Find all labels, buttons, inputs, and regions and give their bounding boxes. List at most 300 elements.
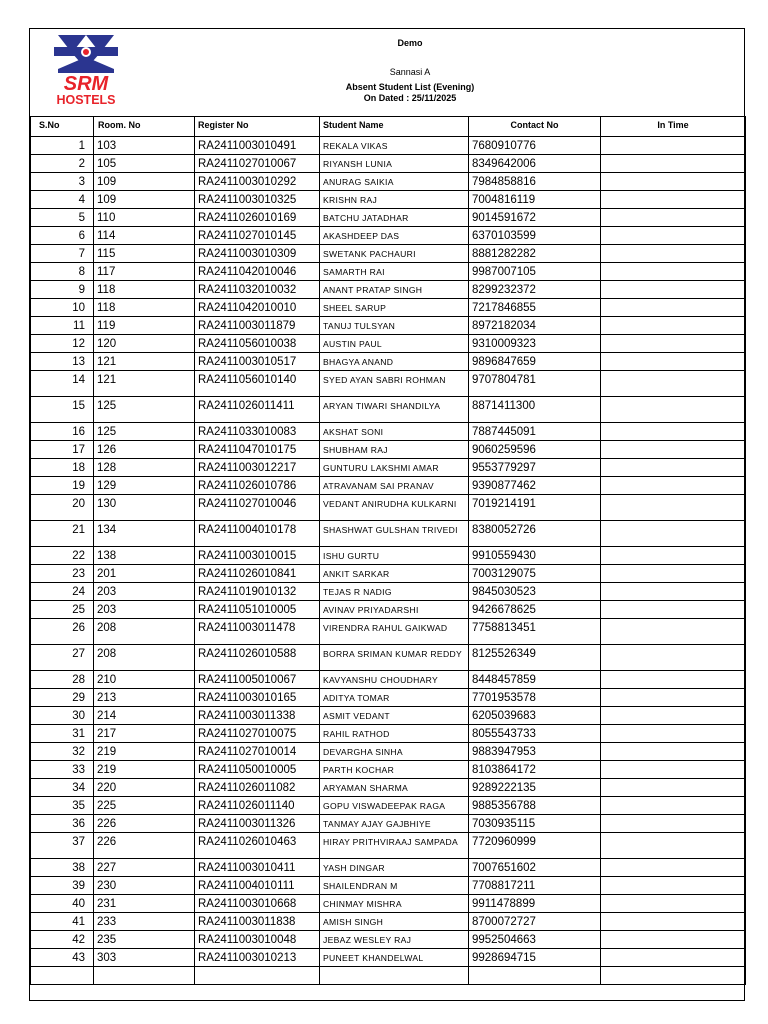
cell-intime (601, 547, 746, 565)
cell-room: 201 (94, 565, 195, 583)
absent-list-sheet (29, 28, 745, 1001)
cell-room: 225 (94, 797, 195, 815)
cell-sno: 24 (31, 583, 94, 601)
table-row (31, 227, 746, 245)
cell-contact: 7030935115 (469, 815, 601, 833)
cell-intime (601, 459, 746, 477)
logo-text-hostels: HOSTELS (56, 93, 116, 107)
cell-sno: 25 (31, 601, 94, 619)
cell-sno: 19 (31, 477, 94, 495)
cell-name: PARTH KOCHAR (320, 761, 469, 779)
cell-name: ARYAMAN SHARMA (320, 779, 469, 797)
cell-register: RA2411032010032 (195, 281, 320, 299)
table-row (31, 335, 746, 353)
cell-sno: 4 (31, 191, 94, 209)
cell-contact: 8125526349 (469, 645, 601, 671)
cell-sno: 33 (31, 761, 94, 779)
cell-contact: 9952504663 (469, 931, 601, 949)
cell-intime (601, 743, 746, 761)
cell-room: 118 (94, 281, 195, 299)
cell-intime (601, 155, 746, 173)
cell-name: KRISHN RAJ (320, 191, 469, 209)
cell-intime (601, 725, 746, 743)
cell-intime (601, 931, 746, 949)
cell-intime (601, 173, 746, 191)
cell-sno: 32 (31, 743, 94, 761)
table-row (31, 689, 746, 707)
cell-intime (601, 583, 746, 601)
cell-name: BORRA SRIMAN KUMAR REDDY (320, 645, 469, 671)
cell-name: HIRAY PRITHVIRAAJ SAMPADA (320, 833, 469, 859)
col-header-contact: Contact No (469, 117, 601, 137)
col-header-room: Room. No (94, 117, 195, 137)
cell-intime (601, 859, 746, 877)
cell-room: 125 (94, 397, 195, 423)
cell-sno: 26 (31, 619, 94, 645)
cell-name: ANURAG SAIKIA (320, 173, 469, 191)
cell-register: RA2411026010463 (195, 833, 320, 859)
cell-intime (601, 877, 746, 895)
cell-room: 103 (94, 137, 195, 155)
cell-contact: 8448457859 (469, 671, 601, 689)
cell-register: RA2411026011411 (195, 397, 320, 423)
table-row (31, 779, 746, 797)
cell-name: REKALA VIKAS (320, 137, 469, 155)
cell-room: 208 (94, 645, 195, 671)
cell-contact: 9707804781 (469, 371, 601, 397)
table-row (31, 601, 746, 619)
cell-sno: 3 (31, 173, 94, 191)
cell-intime (601, 707, 746, 725)
cell-sno: 12 (31, 335, 94, 353)
cell-name: SHAILENDRAN M (320, 877, 469, 895)
cell-contact: 7217846855 (469, 299, 601, 317)
cell-intime (601, 353, 746, 371)
cell-room: 109 (94, 191, 195, 209)
table-row (31, 895, 746, 913)
cell-register: RA2411003012217 (195, 459, 320, 477)
cell-sno: 1 (31, 137, 94, 155)
cell-register: RA2411019010132 (195, 583, 320, 601)
cell-contact: 7984858816 (469, 173, 601, 191)
cell-room: 219 (94, 761, 195, 779)
cell-sno: 11 (31, 317, 94, 335)
cell-room: 121 (94, 371, 195, 397)
cell-sno: 8 (31, 263, 94, 281)
cell-room: 105 (94, 155, 195, 173)
cell-room: 109 (94, 173, 195, 191)
cell-intime (601, 371, 746, 397)
table-row (31, 645, 746, 671)
cell-room: 226 (94, 815, 195, 833)
cell-name: BATCHU JATADHAR (320, 209, 469, 227)
cell-contact: 9928694715 (469, 949, 601, 967)
table-row (31, 423, 746, 441)
cell-name: SYED AYAN SABRI ROHMAN (320, 371, 469, 397)
table-row (31, 317, 746, 335)
document-title: Absent Student List (Evening) (345, 82, 475, 92)
cell-sno: 20 (31, 495, 94, 521)
cell-sno: 34 (31, 779, 94, 797)
cell-sno: 21 (31, 521, 94, 547)
cell-register: RA2411003010517 (195, 353, 320, 371)
cell-name: AKSHAT SONI (320, 423, 469, 441)
cell-room: 203 (94, 601, 195, 619)
table-row (31, 245, 746, 263)
cell-empty (94, 967, 195, 985)
cell-name: ASMIT VEDANT (320, 707, 469, 725)
table-row (31, 547, 746, 565)
cell-register: RA2411003010668 (195, 895, 320, 913)
cell-room: 118 (94, 299, 195, 317)
cell-sno: 5 (31, 209, 94, 227)
cell-register: RA2411033010083 (195, 423, 320, 441)
cell-name: CHINMAY MISHRA (320, 895, 469, 913)
cell-room: 208 (94, 619, 195, 645)
table-row (31, 877, 746, 895)
cell-contact: 9310009323 (469, 335, 601, 353)
cell-register: RA2411003010411 (195, 859, 320, 877)
cell-register: RA2411047010175 (195, 441, 320, 459)
cell-contact: 7758813451 (469, 619, 601, 645)
cell-sno: 9 (31, 281, 94, 299)
cell-sno: 23 (31, 565, 94, 583)
cell-sno: 15 (31, 397, 94, 423)
cell-register: RA2411056010038 (195, 335, 320, 353)
cell-name: TANUJ TULSYAN (320, 317, 469, 335)
cell-register: RA2411042010046 (195, 263, 320, 281)
table-row (31, 583, 746, 601)
cell-name: SWETANK PACHAURI (320, 245, 469, 263)
cell-register: RA2411026011140 (195, 797, 320, 815)
cell-name: ISHU GURTU (320, 547, 469, 565)
cell-register: RA2411027010046 (195, 495, 320, 521)
cell-intime (601, 397, 746, 423)
cell-name: RIYANSH LUNIA (320, 155, 469, 173)
cell-name: TANMAY AJAY GAJBHIYE (320, 815, 469, 833)
cell-register: RA2411004010178 (195, 521, 320, 547)
cell-room: 230 (94, 877, 195, 895)
document-date: On Dated : 25/11/2025 (363, 93, 457, 103)
cell-contact: 9896847659 (469, 353, 601, 371)
cell-intime (601, 441, 746, 459)
table-row (31, 459, 746, 477)
table-row (31, 859, 746, 877)
table-row (31, 521, 746, 547)
cell-intime (601, 137, 746, 155)
table-row (31, 931, 746, 949)
cell-name: ADITYA TOMAR (320, 689, 469, 707)
cell-register: RA2411003011338 (195, 707, 320, 725)
cell-name: VEDANT ANIRUDHA KULKARNI (320, 495, 469, 521)
cell-register: RA2411003011879 (195, 317, 320, 335)
cell-register: RA2411026011082 (195, 779, 320, 797)
cell-contact: 8700072727 (469, 913, 601, 931)
cell-sno: 6 (31, 227, 94, 245)
cell-intime (601, 779, 746, 797)
cell-register: RA2411026010841 (195, 565, 320, 583)
cell-sno: 30 (31, 707, 94, 725)
table-row (31, 761, 746, 779)
table-row (31, 495, 746, 521)
table-row (31, 949, 746, 967)
table-row (31, 913, 746, 931)
cell-intime (601, 671, 746, 689)
cell-contact: 9426678625 (469, 601, 601, 619)
cell-empty (601, 967, 746, 985)
cell-name: JEBAZ WESLEY RAJ (320, 931, 469, 949)
cell-room: 231 (94, 895, 195, 913)
cell-sno: 22 (31, 547, 94, 565)
cell-name: SHEEL SARUP (320, 299, 469, 317)
cell-register: RA2411003011478 (195, 619, 320, 645)
cell-name: BHAGYA ANAND (320, 353, 469, 371)
table-row (31, 263, 746, 281)
cell-register: RA2411027010145 (195, 227, 320, 245)
cell-intime (601, 949, 746, 967)
cell-room: 121 (94, 353, 195, 371)
cell-contact: 8349642006 (469, 155, 601, 173)
table-row (31, 797, 746, 815)
cell-contact: 7887445091 (469, 423, 601, 441)
cell-name: AKASHDEEP DAS (320, 227, 469, 245)
cell-intime (601, 601, 746, 619)
cell-room: 126 (94, 441, 195, 459)
cell-room: 115 (94, 245, 195, 263)
cell-sno: 10 (31, 299, 94, 317)
cell-room: 119 (94, 317, 195, 335)
cell-contact: 9911478899 (469, 895, 601, 913)
cell-sno: 43 (31, 949, 94, 967)
cell-intime (601, 689, 746, 707)
cell-name: ANANT PRATAP SINGH (320, 281, 469, 299)
cell-empty (31, 967, 94, 985)
cell-room: 125 (94, 423, 195, 441)
table-row (31, 371, 746, 397)
table-row-empty (31, 967, 746, 985)
cell-intime (601, 521, 746, 547)
cell-sno: 27 (31, 645, 94, 671)
table-row (31, 281, 746, 299)
cell-register: RA2411003010491 (195, 137, 320, 155)
cell-contact: 8055543733 (469, 725, 601, 743)
cell-sno: 13 (31, 353, 94, 371)
table-row (31, 833, 746, 859)
table-header-row (31, 117, 746, 137)
cell-room: 235 (94, 931, 195, 949)
cell-name: SHUBHAM RAJ (320, 441, 469, 459)
cell-intime (601, 645, 746, 671)
cell-intime (601, 191, 746, 209)
cell-contact: 7680910776 (469, 137, 601, 155)
cell-register: RA2411003010015 (195, 547, 320, 565)
cell-name: ATRAVANAM SAI PRANAV (320, 477, 469, 495)
cell-intime (601, 913, 746, 931)
cell-name: PUNEET KHANDELWAL (320, 949, 469, 967)
table-row (31, 671, 746, 689)
cell-register: RA2411003010048 (195, 931, 320, 949)
srm-hostels-logo (36, 33, 136, 107)
cell-sno: 35 (31, 797, 94, 815)
cell-register: RA2411003010292 (195, 173, 320, 191)
cell-sno: 17 (31, 441, 94, 459)
document-header (30, 29, 744, 116)
cell-intime (601, 761, 746, 779)
cell-register: RA2411027010075 (195, 725, 320, 743)
table-row (31, 743, 746, 761)
cell-room: 129 (94, 477, 195, 495)
cell-register: RA2411003010309 (195, 245, 320, 263)
cell-contact: 9987007105 (469, 263, 601, 281)
cell-contact: 7720960999 (469, 833, 601, 859)
cell-room: 226 (94, 833, 195, 859)
cell-sno: 28 (31, 671, 94, 689)
cell-register: RA2411003010213 (195, 949, 320, 967)
cell-room: 114 (94, 227, 195, 245)
cell-name: ARYAN TIWARI SHANDILYA (320, 397, 469, 423)
cell-contact: 8299232372 (469, 281, 601, 299)
table-row (31, 191, 746, 209)
col-header-name: Student Name (320, 117, 469, 137)
cell-empty (469, 967, 601, 985)
cell-name: SAMARTH RAI (320, 263, 469, 281)
cell-register: RA2411051010005 (195, 601, 320, 619)
cell-intime (601, 281, 746, 299)
cell-intime (601, 335, 746, 353)
cell-room: 203 (94, 583, 195, 601)
cell-register: RA2411026010169 (195, 209, 320, 227)
cell-register: RA2411003010165 (195, 689, 320, 707)
cell-empty (320, 967, 469, 985)
cell-sno: 7 (31, 245, 94, 263)
cell-intime (601, 565, 746, 583)
cell-contact: 9014591672 (469, 209, 601, 227)
cell-contact: 8103864172 (469, 761, 601, 779)
cell-contact: 7003129075 (469, 565, 601, 583)
cell-room: 134 (94, 521, 195, 547)
cell-room: 128 (94, 459, 195, 477)
cell-contact: 9289222135 (469, 779, 601, 797)
cell-contact: 8871411300 (469, 397, 601, 423)
cell-contact: 8380052726 (469, 521, 601, 547)
cell-contact: 9910559430 (469, 547, 601, 565)
cell-contact: 9390877462 (469, 477, 601, 495)
cell-sno: 39 (31, 877, 94, 895)
cell-intime (601, 245, 746, 263)
cell-contact: 8972182034 (469, 317, 601, 335)
cell-intime (601, 227, 746, 245)
cell-sno: 40 (31, 895, 94, 913)
cell-room: 233 (94, 913, 195, 931)
cell-intime (601, 317, 746, 335)
cell-contact: 7007651602 (469, 859, 601, 877)
org-name: Demo (397, 38, 423, 48)
cell-name: VIRENDRA RAHUL GAIKWAD (320, 619, 469, 645)
cell-intime (601, 477, 746, 495)
table-body (31, 137, 746, 985)
logo-text-srm: SRM (63, 73, 109, 95)
cell-contact: 7004816119 (469, 191, 601, 209)
col-header-register: Register No (195, 117, 320, 137)
table-row (31, 299, 746, 317)
cell-register: RA2411003010325 (195, 191, 320, 209)
cell-sno: 16 (31, 423, 94, 441)
cell-sno: 36 (31, 815, 94, 833)
absent-students-table (30, 116, 746, 985)
table-row (31, 707, 746, 725)
cell-contact: 9553779297 (469, 459, 601, 477)
cell-intime (601, 815, 746, 833)
cell-contact: 6370103599 (469, 227, 601, 245)
table-row (31, 619, 746, 645)
cell-name: GUNTURU LAKSHMI AMAR (320, 459, 469, 477)
cell-sno: 14 (31, 371, 94, 397)
cell-intime (601, 209, 746, 227)
cell-register: RA2411004010111 (195, 877, 320, 895)
cell-sno: 31 (31, 725, 94, 743)
table-row (31, 441, 746, 459)
cell-room: 110 (94, 209, 195, 227)
cell-intime (601, 263, 746, 281)
cell-intime (601, 797, 746, 815)
cell-name: GOPU VISWADEEPAK RAGA (320, 797, 469, 815)
cell-contact: 9845030523 (469, 583, 601, 601)
cell-sno: 2 (31, 155, 94, 173)
cell-name: SHASHWAT GULSHAN TRIVEDI (320, 521, 469, 547)
col-header-sno: S.No (31, 117, 94, 137)
cell-register: RA2411050010005 (195, 761, 320, 779)
cell-empty (195, 967, 320, 985)
cell-sno: 42 (31, 931, 94, 949)
cell-intime (601, 833, 746, 859)
cell-name: ANKIT SARKAR (320, 565, 469, 583)
cell-room: 219 (94, 743, 195, 761)
cell-sno: 18 (31, 459, 94, 477)
cell-register: RA2411003011838 (195, 913, 320, 931)
cell-name: RAHIL RATHOD (320, 725, 469, 743)
cell-intime (601, 619, 746, 645)
cell-register: RA2411056010140 (195, 371, 320, 397)
cell-name: KAVYANSHU CHOUDHARY (320, 671, 469, 689)
cell-name: AVINAV PRIYADARSHI (320, 601, 469, 619)
cell-contact: 9060259596 (469, 441, 601, 459)
cell-sno: 37 (31, 833, 94, 859)
cell-register: RA2411027010067 (195, 155, 320, 173)
table-row (31, 815, 746, 833)
cell-register: RA2411027010014 (195, 743, 320, 761)
cell-contact: 7019214191 (469, 495, 601, 521)
table-row (31, 565, 746, 583)
warden-name: Sannasi A (389, 67, 431, 77)
cell-room: 217 (94, 725, 195, 743)
cell-room: 120 (94, 335, 195, 353)
cell-sno: 29 (31, 689, 94, 707)
cell-contact: 8881282282 (469, 245, 601, 263)
table-row (31, 209, 746, 227)
cell-room: 303 (94, 949, 195, 967)
table-row (31, 477, 746, 495)
cell-intime (601, 895, 746, 913)
cell-room: 220 (94, 779, 195, 797)
cell-register: RA2411026010786 (195, 477, 320, 495)
cell-register: RA2411042010010 (195, 299, 320, 317)
table-row (31, 173, 746, 191)
cell-name: AUSTIN PAUL (320, 335, 469, 353)
cell-intime (601, 299, 746, 317)
table-row (31, 397, 746, 423)
cell-register: RA2411005010067 (195, 671, 320, 689)
table-row (31, 155, 746, 173)
